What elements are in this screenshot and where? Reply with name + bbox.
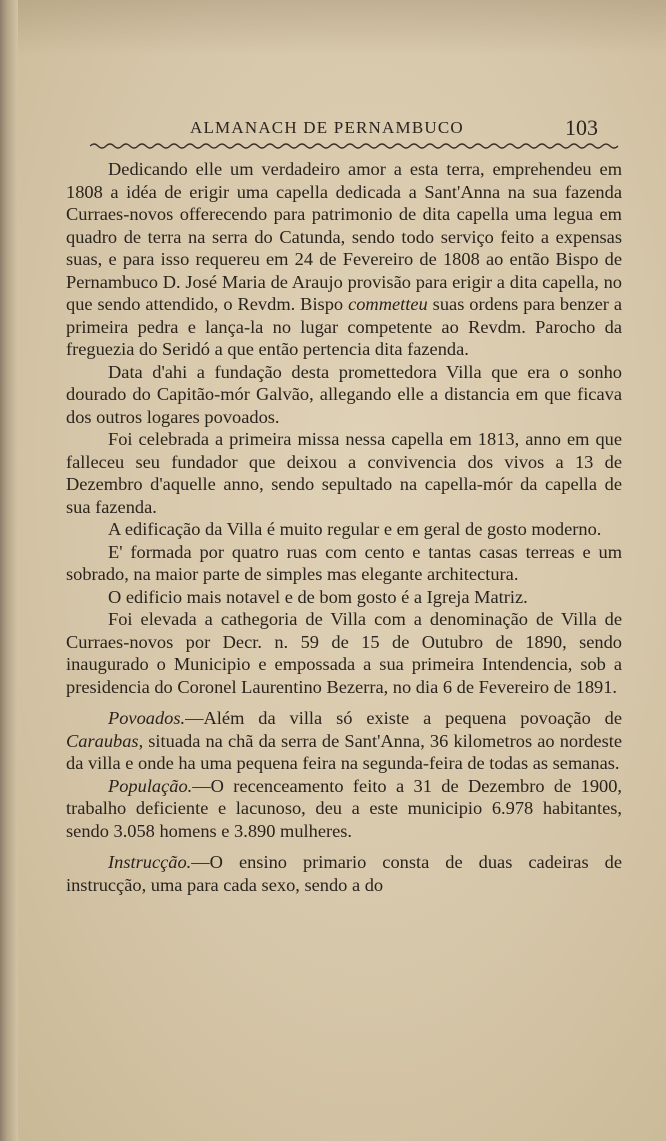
page-number: 103 — [565, 115, 598, 140]
paragraph-text: —O recenceamento feito a 31 de Dezembro de 1900, trabalho deficiente e lacunoso, deu a este municipio 6.978 habitantes, sendo 3.058 homens e 3.890 mulheres. — [66, 775, 622, 841]
section-label-populacao: População. — [108, 775, 193, 796]
italic-word: commetteu — [348, 294, 428, 314]
paragraph-instruccao — [66, 851, 622, 896]
running-title: ALMANACH DE PERNAMBUCO — [190, 118, 464, 137]
page-header — [190, 115, 620, 142]
paragraph-villa-origin: Data d'ahi a fundação desta promettedora Villa que era o sonho dourado do Capitão-mór Galvão, allegando elle a distancia em que ficava dos outros logares povoados. — [66, 361, 622, 427]
paper-stain — [18, 0, 666, 55]
paragraph-matriz: O edificio mais notavel e de bom gosto é a Igreja Matriz. — [108, 586, 528, 607]
paragraph-text: suas ordens para benzer a primeira pedra e lança-la no lugar competente ao Revdm. Parocho da freguezia do Seridó a que então pertencia dita fazenda. — [66, 294, 623, 359]
decorative-wavy-rule — [90, 141, 620, 151]
section-label-povoados: Povoados. — [108, 708, 186, 728]
paragraph-foundation — [66, 158, 622, 361]
paragraph-edification: A edificação da Villa é muito regular e em geral de gosto moderno. — [108, 519, 602, 539]
paragraph-povoados — [66, 707, 622, 775]
book-spine-shadow — [0, 0, 18, 1141]
paragraph-populacao — [66, 775, 622, 843]
paragraph-text: —Além da villa só existe a pequena povoação de — [185, 708, 622, 728]
section-label-instruccao: Instrucção. — [108, 852, 192, 872]
paragraph-text: Dedicando elle um verdadeiro amor a esta terra, emprehendeu em 1808 a idéa de erigir uma capella dedicada a Sant'Anna na sua fazenda Curraes-novos offerecendo para patrimonio de dita capella uma legua em quadro de terra na serra do Catunda, sendo todo serviço feito a expensas suas, e para isso requereu em 24 de Fevereiro de 1808 ao então Bispo de Pernambuco D. José Maria de Araujo provisão para erigir a dita capella, no que sendo attendido, o Revdm. Bispo — [66, 159, 622, 314]
page-body — [66, 158, 622, 896]
paragraph-streets: E' formada por quatro ruas com cento e tantas casas terreas e um sobrado, na maior parte de simples mas elegante architectura. — [66, 541, 622, 584]
paragraph-elevation: Foi elevada a cathegoria de Villa com a denominação de Villa de Curraes-novos por Decr. n. 59 de 15 de Outubro de 1890, sendo inaugurado o Municipio e empossada a sua primeira Intendencia, sob a presidencia do Coronel Laurentino Bezerra, no dia 6 de Fevereiro de 1891. — [66, 609, 622, 697]
paragraph-text: —O ensino primario consta de duas cadeiras de instrucção, uma para cada sexo, sendo a do — [66, 852, 622, 895]
paragraph-first-mass: Foi celebrada a primeira missa nessa capella em 1813, anno em que falleceu seu fundador que deixou a convivencia dos vivos a 13 de Dezembro d'aquelle anno, sendo sepultado na capella-mór da capella de sua fazenda. — [66, 429, 622, 517]
paragraph-text: , situada na chã da serra de Sant'Anna, 36 kilometros ao nordeste da villa e onde ha uma pequena feira na segunda-feira de todas as semanas. — [66, 730, 622, 773]
place-name-caraubas: Caraubas — [66, 730, 139, 751]
